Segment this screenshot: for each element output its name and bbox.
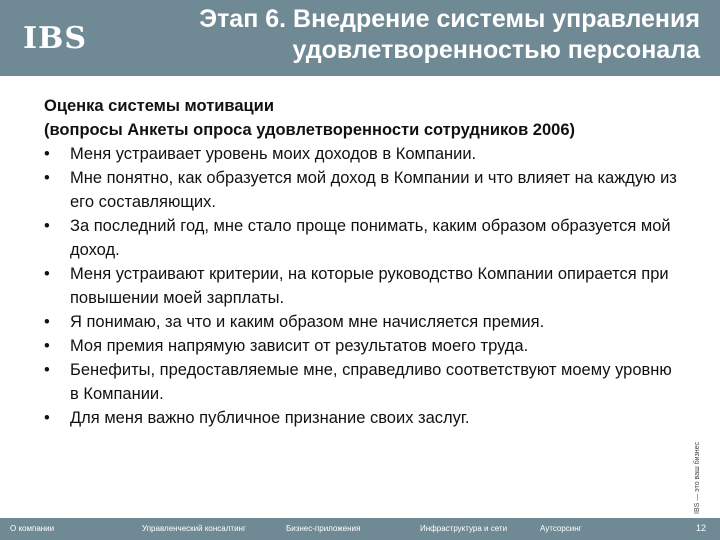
company-logo — [0, 0, 110, 76]
bullet-item: • Меня устраивают критерии, на которые руководство Компании опирается при повышении моей зарплаты. — [44, 262, 684, 310]
page-number: 12 — [695, 523, 706, 533]
side-slogan — [690, 426, 710, 516]
bullet-item: • Моя премия напрямую зависит от результатов моего труда. — [44, 334, 684, 358]
bullet-item: • Для меня важно публичное признание своих заслуг. — [44, 406, 684, 430]
slide-content — [44, 94, 684, 430]
section-heading: Оценка системы мотивации — [44, 97, 274, 115]
bullet-item: • Мне понятно, как образуется мой доход в Компании и что влияет на каждую из его составляющих. — [44, 166, 684, 214]
slide-title — [120, 4, 700, 66]
title-line-2: удовлетворенностью персонала — [292, 36, 700, 64]
logo-text: IBS — [22, 20, 88, 56]
footer-link-about[interactable]: О компании — [10, 524, 55, 533]
bullet-item: • Меня устраивает уровень моих доходов в Компании. — [44, 142, 684, 166]
footer-nav — [0, 518, 720, 540]
slide-header — [0, 0, 720, 76]
footer-link-consulting[interactable]: Управленческий консалтинг — [142, 524, 246, 533]
bullet-item: • Бенефиты, предоставляемые мне, справедливо соответствуют моему уровню в Компании. — [44, 358, 684, 406]
footer-link-outsourcing[interactable]: Аутсорсинг — [540, 524, 582, 533]
bullet-list — [44, 142, 684, 430]
section-subheading: (вопросы Анкеты опроса удовлетворенности сотрудников 2006) — [44, 121, 576, 139]
bullet-item: • Я понимаю, за что и каким образом мне начисляется премия. — [44, 310, 684, 334]
footer-link-infrastructure[interactable]: Инфраструктура и сети — [420, 524, 508, 533]
footer-link-business-apps[interactable]: Бизнес-приложения — [286, 524, 361, 533]
bullet-item: • За последний год, мне стало проще понимать, каким образом образуется мой доход. — [44, 214, 684, 262]
title-line-1: Этап 6. Внедрение системы управления — [199, 5, 700, 33]
side-slogan-text: IBS — это ваш бизнес — [694, 441, 701, 514]
